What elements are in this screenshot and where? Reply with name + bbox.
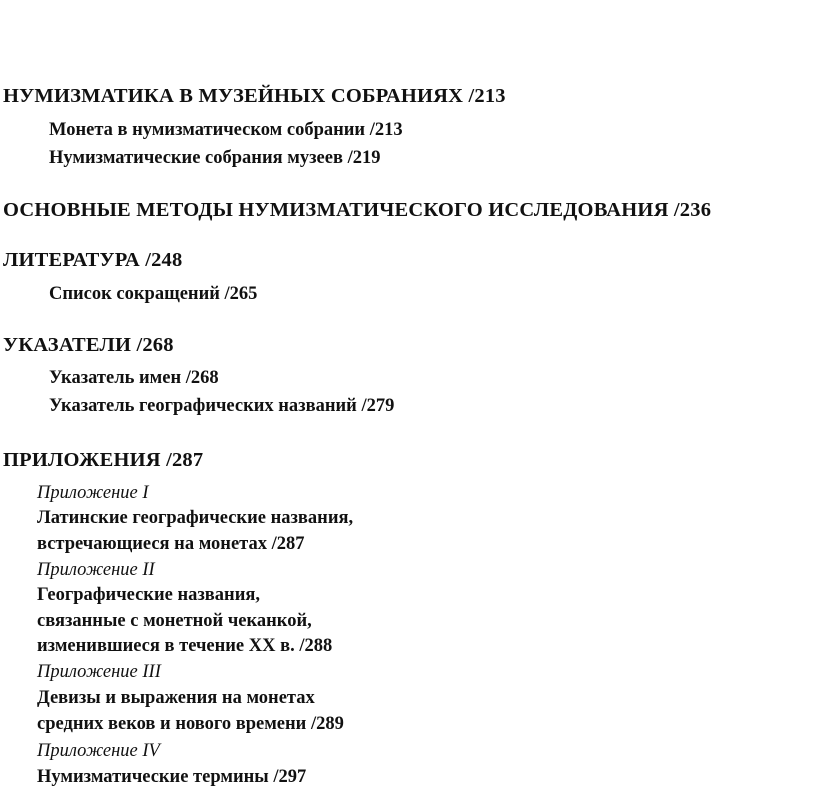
toc-appendix-line: Нумизматические термины /297 bbox=[37, 767, 307, 787]
toc-section-literature: ЛИТЕРАТУРА /248 bbox=[3, 249, 183, 271]
toc-appendix-line: изменившиеся в течение XX в. /288 bbox=[37, 636, 333, 656]
toc-entry-geo-index: Указатель географических названий /279 bbox=[49, 396, 395, 416]
toc-appendix-heading: Приложение IV bbox=[37, 741, 160, 761]
toc-entry-museum-collections: Нумизматические собрания музеев /219 bbox=[49, 148, 381, 168]
toc-section-indexes: УКАЗАТЕЛИ /268 bbox=[3, 334, 174, 356]
toc-entry-coin-in-collection: Монета в нумизматическом собрании /213 bbox=[49, 120, 403, 140]
toc-entry-name-index: Указатель имен /268 bbox=[49, 368, 219, 388]
toc-section-appendices: ПРИЛОЖЕНИЯ /287 bbox=[3, 449, 204, 471]
toc-appendix-line: Географические названия, bbox=[37, 585, 260, 605]
toc-section-numismatics-in-museums: НУМИЗМАТИКА В МУЗЕЙНЫХ СОБРАНИЯХ /213 bbox=[3, 85, 506, 107]
toc-appendix-line: встречающиеся на монетах /287 bbox=[37, 534, 305, 554]
toc-appendix-line: Девизы и выражения на монетах bbox=[37, 688, 315, 708]
toc-appendix-heading: Приложение III bbox=[37, 662, 161, 682]
toc-section-methods: ОСНОВНЫЕ МЕТОДЫ НУМИЗМАТИЧЕСКОГО ИССЛЕДОВАНИЯ /236 bbox=[3, 199, 712, 221]
toc-appendix-heading: Приложение II bbox=[37, 560, 155, 580]
toc-appendix-line: Латинские географические названия, bbox=[37, 508, 354, 528]
toc-appendix-heading: Приложение I bbox=[37, 483, 149, 503]
toc-appendix-line: связанные с монетной чеканкой, bbox=[37, 611, 312, 631]
toc-appendix-line: средних веков и нового времени /289 bbox=[37, 714, 344, 734]
toc-entry-abbreviations: Список сокращений /265 bbox=[49, 284, 258, 304]
